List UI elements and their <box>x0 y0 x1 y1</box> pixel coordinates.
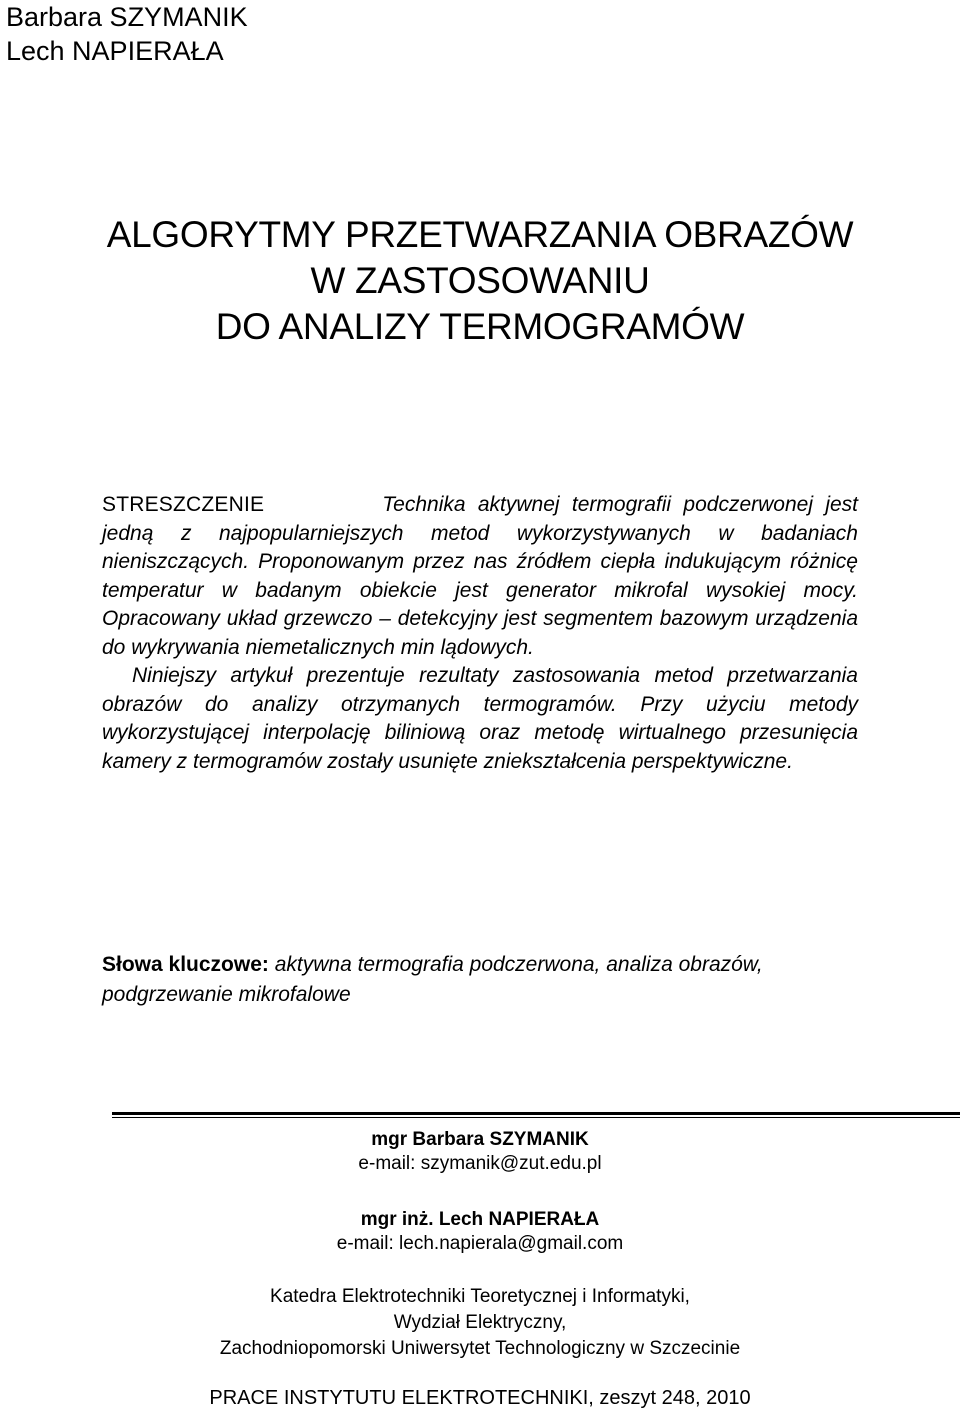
section-divider <box>112 1112 960 1118</box>
keywords <box>102 950 862 1010</box>
author-contact-1 <box>0 1128 960 1176</box>
title-line: W ZASTOSOWANIU <box>310 260 650 301</box>
affiliation-line: Zachodniopomorski Uniwersytet Technologiczny w Szczecinie <box>219 1338 741 1359</box>
title-line: DO ANALIZY TERMOGRAMÓW <box>215 306 745 347</box>
affiliation-line: Wydział Elektryczny, <box>393 1312 567 1333</box>
affiliation <box>0 1284 960 1362</box>
paper-title <box>0 212 960 350</box>
keywords-label: Słowa kluczowe: <box>102 953 269 976</box>
author-contact-2 <box>0 1208 960 1256</box>
journal-footer: PRACE INSTYTUTU ELEKTROTECHNIKI, zeszyt 248, 2010 <box>209 1387 751 1409</box>
contact-email: e-mail: szymanik@zut.edu.pl <box>358 1153 602 1174</box>
abstract-paragraph-1 <box>102 491 858 662</box>
abstract-paragraph-2: Niniejszy artykuł prezentuje rezultaty zastosowania metod przetwarzania obrazów do analizy otrzymanych termogramów. Przy użyciu metody wykorzystującej interpolację biliniową oraz metodę wirtualnego przesunięcia kamery z termogramów zostały usunięte zniekształcenia perspektywiczne. <box>102 664 858 773</box>
author-list <box>6 0 248 68</box>
abstract-label: STRESZCZENIE <box>102 493 265 516</box>
author-name: Barbara SZYMANIK <box>6 2 248 32</box>
contact-email: e-mail: lech.napierala@gmail.com <box>336 1233 624 1254</box>
affiliation-line: Katedra Elektrotechniki Teoretycznej i Informatyki, <box>270 1286 690 1307</box>
keywords-text: aktywna termografia podczerwona, analiza obrazów, podgrzewanie mikrofalowe <box>102 953 763 1006</box>
abstract <box>102 491 858 776</box>
abstract-text-1: Technika aktywnej termografii podczerwonej jest jedną z najpopularniejszych metod wykorzystywanych w badaniach nieniszczących. Proponowanym przez nas źródłem ciepła indukującym różnicę temperatur w badanym obiekcie jest generator mikrofal wysokiej mocy. Opracowany układ grzewczo – detekcyjny jest segmentem bazowym urządzenia do wykrywania niemetalicznych min lądowych. <box>102 493 858 659</box>
title-line: ALGORYTMY PRZETWARZANIA OBRAZÓW <box>106 214 854 255</box>
contact-name: mgr Barbara SZYMANIK <box>371 1129 589 1150</box>
author-name: Lech NAPIERAŁA <box>6 36 224 66</box>
contact-name: mgr inż. Lech NAPIERAŁA <box>360 1209 600 1230</box>
